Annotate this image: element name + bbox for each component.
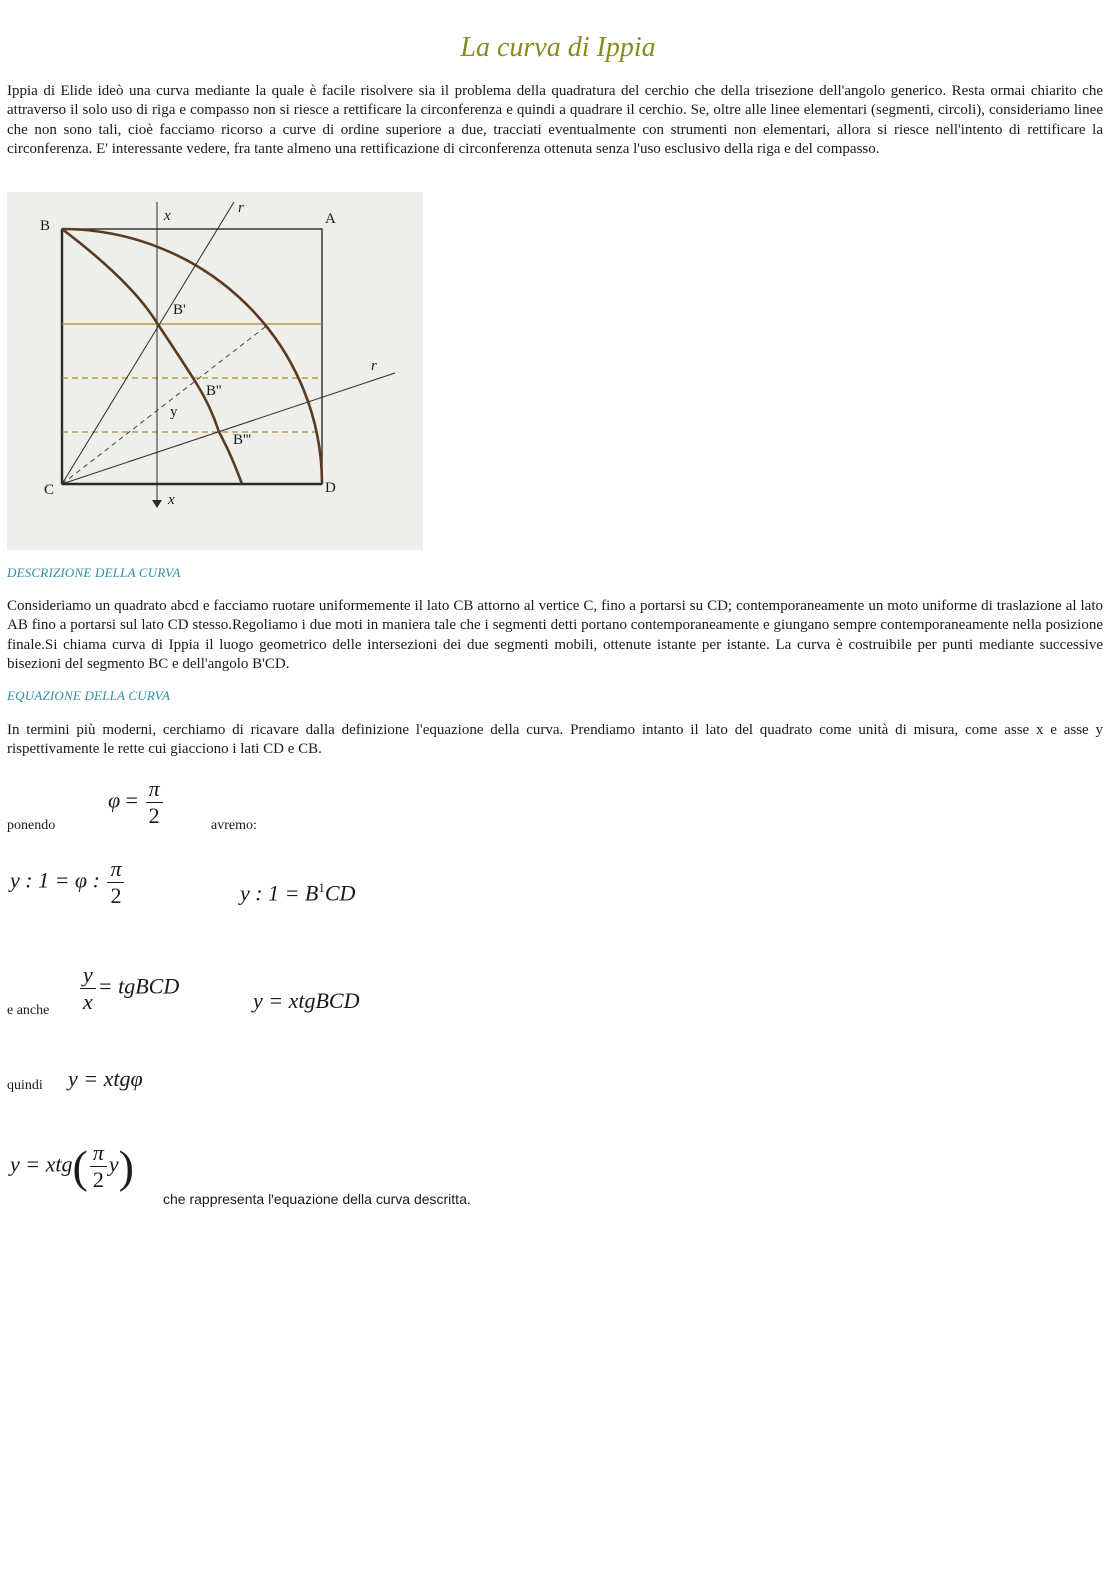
final-lhs: y = xtg [10,1151,73,1177]
label-c: C [44,482,55,498]
frac-denominator: 2 [148,803,160,828]
right-paren: ) [118,1141,134,1192]
equals-sign: = [125,787,139,813]
label-e-anche: e anche [7,1003,50,1018]
hippias-figure [7,192,423,550]
square-outline [62,229,322,484]
final-caption: che rappresenta l'equazione della curva descritta. [163,1191,471,1207]
frac-x: x [83,989,93,1014]
frac-numerator: π [107,856,124,883]
label-b-triple-prime: B''' [233,432,252,448]
label-b-double-prime: B'' [206,383,222,399]
ratio-angle-sup: 1 [318,880,325,895]
label-x-top: x [164,208,171,224]
formula-y-xtg-phi: y = xtgφ [68,1066,143,1091]
formula-phi-pi-half [108,776,165,829]
page-title: La curva di Ippia [460,32,656,63]
phi-symbol: φ [108,787,121,813]
frac-denominator: 2 [110,883,122,908]
label-d: D [325,480,336,496]
intro-paragraph: Ippia di Elide ideò una curva mediante la quale è facile risolvere sia il problema della quadratura del cerchio che della trisezione dell'angolo generico. Resta ormai chiarito che attraverso il solo uso di riga e compasso non si riesce a rettificare la circonferenza e quindi a quadrare il cerchio. Se, oltre alle linee elementari (segmenti, circoli), consideriamo linee che non sono tali, cioè facciamo ricorso a curve di ordine superiore a due, tracciati eventualmente con strumenti non elementari, allora si riesce nell'intento di rettificare la circonferenza. E' interessante vedere, fra tante almeno una rettificazione di circonferenza ottenuta senza l'uso esclusivo della riga e del compasso. [7,83,1103,157]
equation-paragraph: In termini più moderni, cerchiamo di ricavare dalla definizione l'equazione della curva. Prendiamo intanto il lato del quadrato come unità di misura, come asse x e asse y rispettivamente le rette cui giacciono i lati CD e CB. [7,722,1103,758]
frac-numerator: π [146,776,163,803]
description-paragraph: Consideriamo un quadrato abcd e facciamo ruotare uniformemente il lato CB attorno al vertice C, fino a portarsi su CD; contemporaneamente un moto uniforme di traslazione al lato AB fino a portarsi sul lato CD stesso.Regoliamo i due moti in maniera tale che i segmenti detti portano contemporaneamente e giungano sempre contemporaneamente nella posizione finale.Si chiama curva di Ippia il luogo geometrico delle intersezioni dei due segmenti mobili, ottenute istante per istante. La curva è costruibile per punti mediante successive bisezioni del segmento BC e dell'angolo B'CD. [7,598,1103,672]
label-y: y [170,404,178,420]
label-x-bottom: x [168,492,175,508]
fraction-pi-2-c [90,1140,107,1193]
ratio-angle-lhs: y : 1 = B [240,880,319,906]
section-heading-description: DESCRIZIONE DELLA CURVA [7,565,181,580]
formula-final-equation [10,1140,134,1193]
quarter-circle [62,229,322,484]
label-a: A [325,211,336,227]
final-y: y [108,1151,119,1177]
formula-ratio-phi [10,856,126,909]
label-b: B [40,218,51,234]
ratio-lhs: y : 1 = φ : [10,867,100,893]
label-r-right: r [371,358,377,374]
frac-denominator: 2 [92,1167,104,1192]
label-r-top: r [238,200,244,216]
fraction-pi-2-b [107,856,124,909]
tg-bcd: = tgBCD [97,973,180,999]
hippias-curve [62,229,242,484]
axis-arrowhead [152,500,162,508]
frac-numerator: π [90,1140,107,1167]
ratio-angle-rhs: CD [324,880,356,906]
section-heading-equation: EQUAZIONE DELLA CURVA [7,688,171,703]
label-ponendo: ponendo [7,818,56,833]
frac-y: y [80,962,96,989]
fraction-pi-2 [146,776,163,829]
formula-y-over-x [78,962,179,1015]
fraction-y-x [80,962,96,1015]
rotating-side-r2 [62,373,395,484]
formula-y-xtg-bcd: y = xtgBCD [253,988,360,1013]
label-quindi: quindi [7,1078,43,1093]
formula-ratio-angle [240,880,355,906]
label-b-prime: B' [173,302,186,318]
hippias-diagram [7,192,423,550]
rotating-side-dashed [62,324,269,484]
label-avremo: avremo: [211,818,257,833]
left-paren: ( [72,1141,88,1192]
